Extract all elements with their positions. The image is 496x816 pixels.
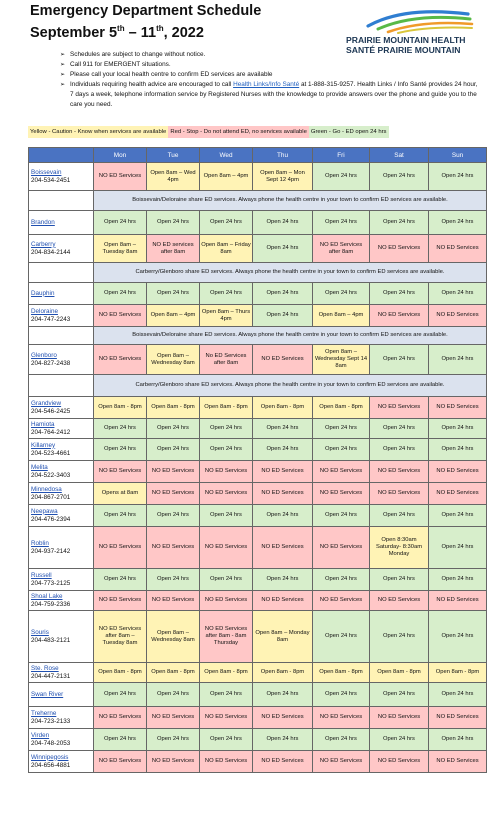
status-cell-mon: Open 24 hrs (94, 419, 147, 439)
status-cell-mon: Open 24 hrs (94, 683, 147, 707)
notice-item: ➢ Please call your local health centre to confirm ED services are available (60, 71, 273, 78)
status-cell-wed: NO ED Services (200, 707, 253, 729)
site-link[interactable]: Roblin (31, 539, 49, 547)
site-link[interactable]: Shoal Lake (31, 592, 63, 600)
table-row (29, 505, 487, 527)
status-cell-fri: Open 24 hrs (313, 211, 370, 235)
status-cell-tue: Open 8am - 8pm (147, 397, 200, 419)
site-cell (29, 591, 94, 611)
logo-swoosh-icon (364, 4, 474, 34)
site-phone: 204-523-4661 (31, 449, 71, 457)
status-cell-sat: Open 24 hrs (370, 505, 429, 527)
site-link[interactable]: Deloraine (31, 307, 58, 315)
status-cell-wed: Open 8am – Thurs 4pm (200, 305, 253, 327)
status-cell-mon: NO ED Services (94, 751, 147, 773)
site-cell (29, 707, 94, 729)
status-cell-wed: Open 8am - 8pm (200, 663, 253, 683)
status-cell-thu: NO ED Services (253, 751, 313, 773)
site-link[interactable]: Winnipegosis (31, 753, 69, 761)
status-cell-tue: Open 24 hrs (147, 439, 200, 461)
table-row (29, 611, 487, 663)
status-cell-sat: NO ED Services (370, 461, 429, 483)
notice-item: ➢ Schedules are subject to change without notice. (60, 51, 206, 58)
site-link[interactable]: Ste. Rose (31, 664, 59, 672)
note-spacer (29, 375, 94, 397)
shared-services-note-row (29, 375, 487, 397)
status-cell-thu: Open 24 hrs (253, 729, 313, 751)
site-link[interactable]: Neepawa (31, 507, 58, 515)
site-link[interactable]: Virden (31, 731, 50, 739)
status-cell-mon: Open 8am – Tuesday 8am (94, 235, 147, 263)
status-cell-tue: NO ED Services (147, 527, 200, 569)
status-cell-sat: Open 24 hrs (370, 683, 429, 707)
status-cell-fri: Open 8am – 4pm (313, 305, 370, 327)
status-cell-sat: Open 24 hrs (370, 283, 429, 305)
status-cell-fri: NO ED Services (313, 751, 370, 773)
logo-text: PRAIRIE MOUNTAIN HEALTH SANTÉ PRAIRIE MOUNTAIN (346, 35, 466, 55)
site-link[interactable]: Treherne (31, 709, 57, 717)
site-phone: 204-483-2121 (31, 636, 71, 644)
site-link[interactable]: Carberry (31, 240, 56, 248)
status-cell-sun: Open 24 hrs (429, 527, 487, 569)
status-cell-mon: NO ED Services (94, 591, 147, 611)
site-phone: 204-522-3403 (31, 471, 71, 479)
status-cell-fri: Open 24 hrs (313, 419, 370, 439)
status-cell-thu: NO ED Services (253, 345, 313, 375)
status-cell-thu: Open 24 hrs (253, 211, 313, 235)
site-phone: 204-748-2053 (31, 739, 71, 747)
status-cell-sat: NO ED Services (370, 397, 429, 419)
status-cell-thu: Open 24 hrs (253, 439, 313, 461)
status-cell-fri: Open 24 hrs (313, 439, 370, 461)
site-cell (29, 527, 94, 569)
status-cell-sat: Open 24 hrs (370, 163, 429, 191)
status-cell-fri: NO ED Services (313, 591, 370, 611)
status-cell-thu: NO ED Services (253, 461, 313, 483)
status-cell-sun: NO ED Services (429, 461, 487, 483)
site-cell (29, 235, 94, 263)
status-cell-wed: Open 8am - 8pm (200, 397, 253, 419)
status-cell-tue: NO ED Services (147, 751, 200, 773)
site-phone: 204-656-4881 (31, 761, 71, 769)
status-cell-wed: NO ED Services (200, 461, 253, 483)
status-cell-sun: Open 24 hrs (429, 505, 487, 527)
status-cell-tue: Open 8am - 8pm (147, 663, 200, 683)
shared-services-note: Carberry/Glenboro share ED services. Always phone the health centre in your town to confirm ED services are available. (94, 375, 487, 397)
status-cell-thu: Open 24 hrs (253, 283, 313, 305)
status-cell-fri: Open 8am - 8pm (313, 663, 370, 683)
site-link[interactable]: Killarney (31, 441, 56, 449)
table-row (29, 163, 487, 191)
status-cell-sat: Open 24 hrs (370, 569, 429, 591)
day-header-thu: Thu (253, 148, 313, 163)
status-cell-thu: Open 24 hrs (253, 305, 313, 327)
day-header-mon: Mon (94, 148, 147, 163)
site-cell (29, 211, 94, 235)
status-cell-thu: Open 8am - 8pm (253, 663, 313, 683)
status-cell-sun: NO ED Services (429, 235, 487, 263)
status-cell-sun: Open 24 hrs (429, 439, 487, 461)
table-row (29, 683, 487, 707)
status-cell-sun: Open 24 hrs (429, 283, 487, 305)
status-cell-wed: No ED Services after 8am (200, 345, 253, 375)
status-cell-sun: Open 24 hrs (429, 611, 487, 663)
status-cell-fri: NO ED Services (313, 461, 370, 483)
note-spacer (29, 327, 94, 345)
status-cell-sat: Open 24 hrs (370, 345, 429, 375)
arrow-bullet-icon: ➢ (60, 52, 66, 58)
site-link[interactable]: Russell (31, 571, 52, 579)
site-link[interactable]: Souris (31, 628, 49, 636)
status-cell-tue: NO ED Services (147, 461, 200, 483)
corner-header (29, 148, 94, 163)
day-header-sat: Sat (370, 148, 429, 163)
status-cell-sat: Open 24 hrs (370, 439, 429, 461)
site-cell (29, 305, 94, 327)
arrow-bullet-icon: ➢ (60, 82, 66, 88)
day-header-sun: Sun (429, 148, 487, 163)
status-cell-mon: NO ED Services (94, 461, 147, 483)
table-row (29, 461, 487, 483)
site-phone: 204-476-2394 (31, 515, 71, 523)
status-cell-sat: Open 24 hrs (370, 211, 429, 235)
status-cell-tue: Open 24 hrs (147, 569, 200, 591)
status-cell-wed: Open 24 hrs (200, 283, 253, 305)
site-link[interactable]: Swan River (31, 690, 64, 698)
status-cell-mon: NO ED Services (94, 305, 147, 327)
table-row (29, 707, 487, 729)
notice-item: ➢ Call 911 for EMERGENT situations. (60, 61, 171, 68)
site-cell (29, 345, 94, 375)
site-cell (29, 683, 94, 707)
site-cell (29, 611, 94, 663)
status-cell-wed: NO ED Services (200, 751, 253, 773)
color-legend (28, 126, 486, 138)
status-cell-tue: Open 24 hrs (147, 211, 200, 235)
table-row (29, 305, 487, 327)
status-cell-sat: Open 8am - 8pm (370, 663, 429, 683)
status-cell-fri: Open 24 hrs (313, 729, 370, 751)
shared-services-note: Carberry/Glenboro share ED services. Always phone the health centre in your town to confirm ED services are available. (94, 263, 487, 283)
legend-green: Green - Go - ED open 24 hrs (309, 126, 389, 138)
table-row (29, 483, 487, 505)
status-cell-fri: Open 24 hrs (313, 683, 370, 707)
day-header-tue: Tue (147, 148, 200, 163)
status-cell-mon: Open 8am - 8pm (94, 397, 147, 419)
status-cell-sun: Open 24 hrs (429, 163, 487, 191)
status-cell-mon: Opens at 8am (94, 483, 147, 505)
table-row (29, 419, 487, 439)
status-cell-sat: Open 24 hrs (370, 419, 429, 439)
site-link[interactable]: Melita (31, 463, 48, 471)
status-cell-fri: Open 24 hrs (313, 283, 370, 305)
status-cell-tue: Open 24 hrs (147, 729, 200, 751)
site-cell (29, 751, 94, 773)
arrow-bullet-icon: ➢ (60, 72, 66, 78)
status-cell-fri: NO ED Services (313, 527, 370, 569)
site-phone: 204-937-2142 (31, 547, 71, 555)
status-cell-wed: Open 24 hrs (200, 569, 253, 591)
status-cell-sat: Open 8:30am Saturday- 8:30am Monday (370, 527, 429, 569)
status-cell-tue: NO ED services after 8am (147, 235, 200, 263)
status-cell-thu: Open 24 hrs (253, 683, 313, 707)
page-title (30, 2, 261, 42)
shared-services-note-row (29, 263, 487, 283)
site-link[interactable]: Dauphin (31, 289, 55, 297)
status-cell-sun: Open 24 hrs (429, 683, 487, 707)
shared-services-note: Boissevain/Deloraine share ED services. Always phone the health centre in your town to confirm ED services are available. (94, 327, 487, 345)
site-phone: 204-546-2425 (31, 407, 71, 415)
site-phone: 204-764-2412 (31, 428, 71, 436)
table-row (29, 439, 487, 461)
status-cell-thu: Open 8am - 8pm (253, 397, 313, 419)
status-cell-sat: NO ED Services (370, 235, 429, 263)
table-row (29, 663, 487, 683)
status-cell-thu: Open 24 hrs (253, 235, 313, 263)
status-cell-tue: Open 8am – Wednesday 8am (147, 345, 200, 375)
site-phone: 204-447-2131 (31, 672, 71, 680)
table-row (29, 591, 487, 611)
status-cell-sun: Open 24 hrs (429, 569, 487, 591)
status-cell-fri: NO ED Services (313, 707, 370, 729)
status-cell-tue: Open 8am – 4pm (147, 305, 200, 327)
status-cell-fri: Open 24 hrs (313, 569, 370, 591)
status-cell-fri: NO ED Services after 8am (313, 235, 370, 263)
site-cell (29, 397, 94, 419)
status-cell-sun: NO ED Services (429, 305, 487, 327)
status-cell-mon: NO ED Services (94, 345, 147, 375)
legend-red: Red - Stop - Do not attend ED, no services available (168, 126, 309, 138)
table-row (29, 729, 487, 751)
status-cell-fri: Open 8am – Wednesday Sept 14 8am (313, 345, 370, 375)
site-link[interactable]: Brandon (31, 218, 55, 226)
status-cell-sun: Open 24 hrs (429, 729, 487, 751)
status-cell-wed: NO ED Services (200, 483, 253, 505)
site-phone: 204-759-2336 (31, 600, 71, 608)
table-row (29, 397, 487, 419)
site-cell (29, 483, 94, 505)
table-header-row (29, 148, 487, 163)
status-cell-sat: Open 24 hrs (370, 729, 429, 751)
table-row (29, 527, 487, 569)
status-cell-thu: NO ED Services (253, 483, 313, 505)
status-cell-thu: Open 24 hrs (253, 419, 313, 439)
status-cell-tue: Open 24 hrs (147, 283, 200, 305)
site-cell (29, 283, 94, 305)
status-cell-mon: Open 24 hrs (94, 505, 147, 527)
status-cell-sun: NO ED Services (429, 751, 487, 773)
site-link[interactable]: Grandview (31, 399, 62, 407)
status-cell-fri: Open 24 hrs (313, 505, 370, 527)
day-header-fri: Fri (313, 148, 370, 163)
schedule-body (29, 163, 487, 773)
site-phone: 204-834-2144 (31, 248, 71, 256)
notice-list (60, 50, 480, 110)
status-cell-sat: NO ED Services (370, 305, 429, 327)
status-cell-mon: NO ED Services (94, 163, 147, 191)
status-cell-fri: Open 8am - 8pm (313, 397, 370, 419)
table-row (29, 211, 487, 235)
notice-item: ➢ Individuals requiring health advice are encouraged to call Health Links/Info Santé at 1-888-315-9257. Health Links / Info Santé provides 24 hour, 7 days a week, telephone information service by Registered Nurses with the knowledge to provide answers over the phone and guide you to the care you need. (60, 81, 478, 108)
site-phone: 204-534-2451 (31, 176, 71, 184)
site-phone: 204-723-2133 (31, 717, 71, 725)
status-cell-wed: Open 24 hrs (200, 439, 253, 461)
status-cell-mon: Open 24 hrs (94, 211, 147, 235)
status-cell-thu: NO ED Services (253, 707, 313, 729)
status-cell-mon: Open 24 hrs (94, 569, 147, 591)
status-cell-sun: Open 8am - 8pm (429, 663, 487, 683)
status-cell-wed: Open 24 hrs (200, 419, 253, 439)
note-spacer (29, 263, 94, 283)
status-cell-thu: Open 8am – Monday 8am (253, 611, 313, 663)
schedule-table (28, 147, 487, 773)
status-cell-tue: Open 24 hrs (147, 683, 200, 707)
status-cell-sun: NO ED Services (429, 707, 487, 729)
legend-yellow: Yellow - Caution - Know when services are available (28, 126, 168, 138)
site-link[interactable]: Minnedosa (31, 485, 62, 493)
status-cell-fri: Open 24 hrs (313, 163, 370, 191)
status-cell-mon: NO ED Services (94, 527, 147, 569)
site-cell (29, 569, 94, 591)
status-cell-wed: Open 8am – 4pm (200, 163, 253, 191)
status-cell-tue: Open 8am – Wed 4pm (147, 163, 200, 191)
status-cell-thu: NO ED Services (253, 591, 313, 611)
status-cell-mon: Open 24 hrs (94, 283, 147, 305)
site-cell (29, 439, 94, 461)
site-cell (29, 729, 94, 751)
status-cell-sat: NO ED Services (370, 707, 429, 729)
note-spacer (29, 191, 94, 211)
status-cell-tue: Open 24 hrs (147, 419, 200, 439)
status-cell-sat: NO ED Services (370, 591, 429, 611)
site-link[interactable]: Hamiota (31, 420, 55, 428)
status-cell-fri: NO ED Services (313, 483, 370, 505)
status-cell-wed: Open 24 hrs (200, 211, 253, 235)
status-cell-wed: Open 24 hrs (200, 683, 253, 707)
status-cell-wed: NO ED Services after 8am - 8am Thursday (200, 611, 253, 663)
status-cell-sun: Open 24 hrs (429, 211, 487, 235)
status-cell-thu: Open 24 hrs (253, 569, 313, 591)
status-cell-wed: NO ED Services (200, 527, 253, 569)
status-cell-thu: NO ED Services (253, 527, 313, 569)
site-cell (29, 505, 94, 527)
shared-services-note: Boissevain/Deloraine share ED services. Always phone the health centre in your town to confirm ED services are available. (94, 191, 487, 211)
arrow-bullet-icon: ➢ (60, 62, 66, 68)
status-cell-mon: NO ED Services after 8am – Tuesday 8am (94, 611, 147, 663)
status-cell-fri: Open 24 hrs (313, 611, 370, 663)
status-cell-tue: NO ED Services (147, 707, 200, 729)
site-cell (29, 461, 94, 483)
status-cell-tue: NO ED Services (147, 591, 200, 611)
site-cell (29, 163, 94, 191)
status-cell-wed: Open 24 hrs (200, 505, 253, 527)
shared-services-note-row (29, 191, 487, 211)
status-cell-sat: NO ED Services (370, 483, 429, 505)
table-row (29, 569, 487, 591)
site-cell (29, 419, 94, 439)
site-phone: 204-747-2243 (31, 315, 71, 323)
site-link[interactable]: Boissevain (31, 168, 62, 176)
status-cell-sun: Open 24 hrs (429, 419, 487, 439)
status-cell-thu: Open 8am – Mon Sept 12 4pm (253, 163, 313, 191)
status-cell-mon: Open 24 hrs (94, 729, 147, 751)
status-cell-mon: Open 24 hrs (94, 439, 147, 461)
site-link[interactable]: Glenboro (31, 351, 57, 359)
status-cell-sun: NO ED Services (429, 483, 487, 505)
table-row (29, 751, 487, 773)
status-cell-thu: Open 24 hrs (253, 505, 313, 527)
title-line-2: September 5th – 11th, 2022 (30, 24, 204, 41)
table-row (29, 283, 487, 305)
status-cell-sun: NO ED Services (429, 591, 487, 611)
status-cell-mon: Open 8am - 8pm (94, 663, 147, 683)
table-row (29, 235, 487, 263)
site-phone: 204-773-2125 (31, 579, 71, 587)
status-cell-tue: NO ED Services (147, 483, 200, 505)
table-row (29, 345, 487, 375)
status-cell-wed: Open 24 hrs (200, 729, 253, 751)
status-cell-tue: Open 8am – Wednesday 8am (147, 611, 200, 663)
status-cell-sat: Open 24 hrs (370, 611, 429, 663)
status-cell-sun: NO ED Services (429, 397, 487, 419)
health-links-link[interactable]: Health Links/Info Santé (233, 81, 300, 88)
site-phone: 204-867-2701 (31, 493, 71, 501)
status-cell-wed: Open 8am – Friday 8am (200, 235, 253, 263)
site-phone: 204-827-2438 (31, 359, 71, 367)
status-cell-sat: NO ED Services (370, 751, 429, 773)
status-cell-tue: Open 24 hrs (147, 505, 200, 527)
site-cell (29, 663, 94, 683)
day-header-wed: Wed (200, 148, 253, 163)
status-cell-mon: NO ED Services (94, 707, 147, 729)
status-cell-wed: NO ED Services (200, 591, 253, 611)
shared-services-note-row (29, 327, 487, 345)
status-cell-sun: Open 24 hrs (429, 345, 487, 375)
title-line-1: Emergency Department Schedule (30, 3, 262, 19)
